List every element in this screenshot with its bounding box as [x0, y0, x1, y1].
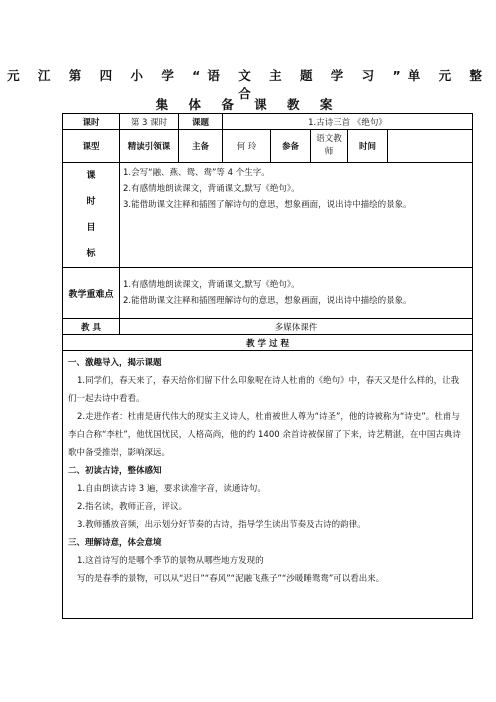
- kexing-value: 精读引领课: [120, 130, 179, 163]
- goal-item: 2.有感情地朗读课文，背诵课文,默写《绝句》。: [123, 184, 300, 194]
- zhubei-value: 何 玲: [223, 130, 271, 163]
- process-heading: 三、理解诗意，体会意境: [68, 538, 162, 548]
- document-subtitle: 集 体 备 课 教 案: [155, 97, 341, 112]
- goals-label-char: 目: [86, 223, 96, 233]
- process-heading: 二、初读古诗，整体感知: [68, 466, 162, 476]
- process-paragraph: 1.这首诗写的是哪个季节的景物从哪些地方发现的: [77, 556, 264, 566]
- goals-label: [63, 163, 120, 268]
- keshi-label: 课时: [63, 114, 120, 130]
- goals-label-char: 标: [86, 249, 96, 259]
- process-paragraph: 2.走进作者：杜甫是唐代伟大的现实主义诗人，杜甫被世人尊为“诗圣”，他的诗被称为“诗史”。杜甫与李白合称“李杜”，他忧国忧民，人格高尚，他的约 1400 余首诗被保留了下来，诗艺精湛，在中国古典诗歌中备受推崇，影响深远。: [68, 412, 461, 458]
- keypoints-content: [120, 268, 473, 319]
- keti-value: 1.古诗三首 《绝句》: [223, 114, 473, 130]
- keypoint-item: 1.有感情地朗读课文，背诵课文,默写《绝句》。: [123, 280, 300, 290]
- keshi-value: 第 3 课时: [120, 114, 179, 130]
- zhubei-label: 主备: [179, 130, 223, 163]
- goal-item: 3.能借助课文注释和插图了解诗句的意思，想象画面，说出诗中描绘的景象。: [123, 200, 412, 210]
- document-title: 元 江 第 四 小 学 “语 文 主 题 学 习 ”单 元 整 合: [7, 68, 489, 101]
- kexing-label: 课型: [63, 130, 120, 163]
- process-paragraph: 写的是春季的景物，可以从“迟日”“春风”“泥融飞燕子”“沙暖睡鸳鸯”可以看出来。: [77, 574, 385, 584]
- keti-label: 课题: [179, 114, 223, 130]
- keypoints-label: 教学重难点: [63, 268, 120, 319]
- process-paragraph: 1.同学们，春天来了，春天给你们留下什么印象呢在诗人杜甫的《绝句》中，春天又是什么样的，让我们一起去诗中看看。: [68, 376, 460, 404]
- keypoint-item: 2.能借助课文注释和插图理解诗句的意思，想象画面，说出诗中描绘的景象。: [123, 296, 412, 306]
- process-paragraph: 1.自由朗读古诗 3 遍，要求读准字音，读通诗句。: [77, 484, 266, 494]
- canbei-label: 参备: [271, 130, 311, 163]
- tools-label: 教 具: [63, 319, 120, 335]
- process-label: 教 学 过 程: [63, 335, 473, 351]
- process-paragraph: 2.指名读，教师正音，评议。: [77, 502, 188, 512]
- process-heading: 一、激趣导入，揭示课题: [68, 358, 162, 368]
- process-content: [63, 351, 473, 619]
- goal-item: 1.会写“融、燕、鸳、鸯”等 4 个生字。: [123, 168, 270, 178]
- tools-value: 多媒体课件: [120, 319, 473, 335]
- goals-content: [120, 163, 473, 268]
- shijian-label: 时间: [348, 130, 388, 163]
- lesson-plan-table: [62, 113, 473, 619]
- canbei-value: 语文教师: [311, 130, 348, 163]
- shijian-value: [388, 130, 473, 163]
- goals-label-char: 课: [86, 171, 96, 181]
- process-paragraph: 3.教师播放音频，出示划分好节奏的古诗，指导学生读出节奏及古诗的韵律。: [77, 520, 366, 530]
- goals-label-char: 时: [86, 197, 96, 207]
